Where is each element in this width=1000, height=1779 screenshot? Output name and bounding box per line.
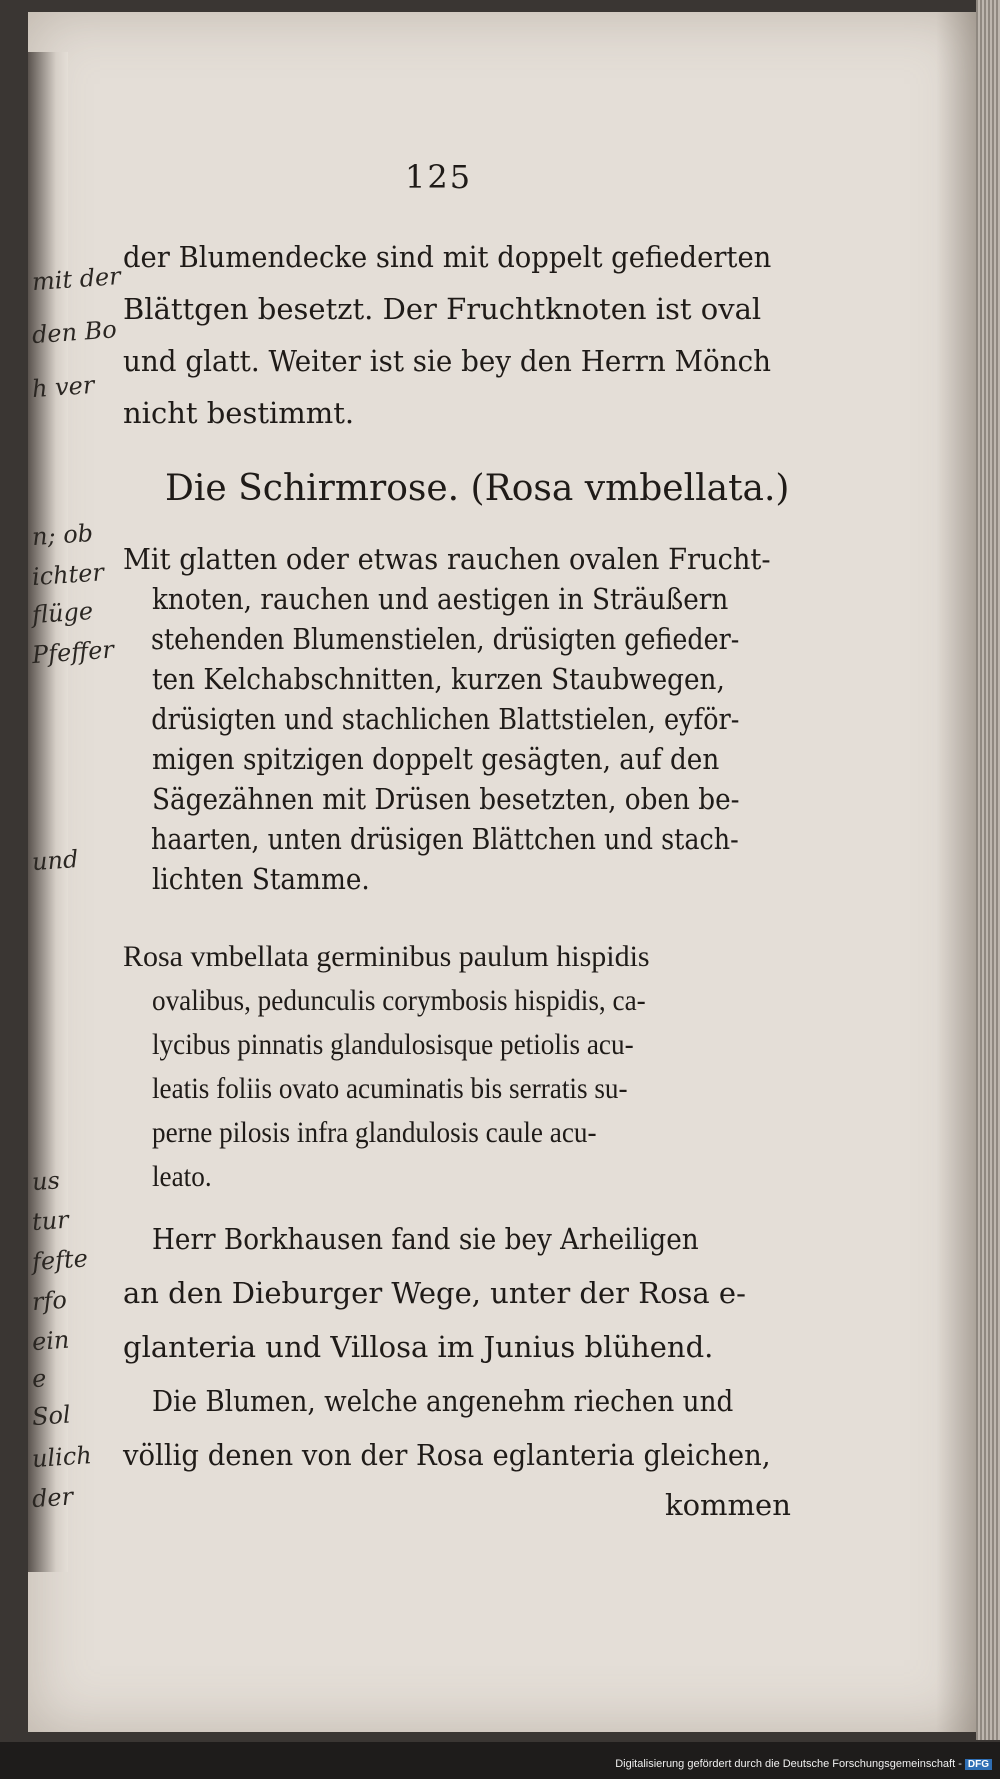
text-line: Blättgen besetzt. Der Fruchtknoten ist oval	[123, 292, 762, 326]
margin-fragment: us	[31, 1166, 61, 1197]
text-line: der Blumendecke sind mit doppelt gefiederten	[123, 240, 772, 274]
latin-line: leatis foliis ovato acuminatis bis serratis su-	[151, 1072, 628, 1105]
text-line: und glatt. Weiter ist sie bey den Herrn Mönch	[123, 344, 772, 378]
margin-fragment: fefte	[31, 1244, 89, 1277]
description-line: ten Kelchabschnitten, kurzen Staubwegen,	[151, 662, 725, 696]
previous-page-edge	[28, 52, 122, 1572]
margin-fragment: ein	[31, 1325, 71, 1357]
margin-fragment: mit der	[31, 262, 122, 297]
latin-line: lycibus pinnatis glandulosisque petiolis acu-	[151, 1028, 634, 1061]
description-line: Mit glatten oder etwas rauchen ovalen Frucht-	[123, 542, 771, 576]
margin-fragment: ulich	[31, 1441, 93, 1474]
paragraph-line: Herr Borkhausen fand sie bey Arheiligen	[151, 1222, 699, 1256]
description-line: drüsigten und stachlichen Blattstielen, eyför-	[151, 702, 740, 736]
latin-line: perne pilosis infra glandulosis caule acu-	[151, 1116, 597, 1149]
digitization-credit	[615, 1758, 992, 1770]
margin-fragment: der	[31, 1482, 74, 1514]
margin-fragment: rfo	[31, 1285, 68, 1317]
description-line: Sägezähnen mit Drüsen besetzten, oben be-	[151, 782, 740, 816]
description-line: stehenden Blumenstielen, drüsigten gefieder-	[150, 622, 740, 656]
text-line: nicht bestimmt.	[123, 396, 355, 430]
credit-text: Digitalisierung gefördert durch die Deutsche Forschungsgemeinschaft -	[615, 1758, 962, 1770]
page-number: 125	[405, 158, 473, 196]
paragraph-line: Die Blumen, welche angenehm riechen und	[151, 1384, 734, 1418]
description-line: knoten, rauchen und aestigen in Sträußern	[151, 582, 729, 616]
latin-line: ovalibus, pedunculis corymbosis hispidis, ca-	[151, 984, 646, 1017]
dfg-logo: DFG	[965, 1759, 992, 1770]
catchword: kommen	[665, 1488, 791, 1522]
book-page-edges	[976, 0, 1000, 1740]
latin-line: Rosa vmbellata germinibus paulum hispidis	[123, 940, 650, 973]
margin-fragment: den Bo	[31, 315, 118, 350]
paragraph-line: an den Dieburger Wege, unter der Rosa e-	[123, 1276, 746, 1310]
margin-fragment: tur	[31, 1205, 70, 1237]
margin-fragment: Sol	[31, 1400, 72, 1432]
paragraph-line: völlig denen von der Rosa eglanteria gleichen,	[123, 1438, 771, 1472]
latin-line: leato.	[151, 1160, 212, 1193]
description-line: migen spitzigen doppelt gesägten, auf den	[151, 742, 720, 776]
section-heading: Die Schirmrose. (Rosa vmbellata.)	[165, 468, 790, 509]
margin-fragment: n; ob	[31, 518, 94, 552]
margin-fragment: e	[31, 1364, 48, 1394]
description-line: lichten Stamme.	[151, 862, 370, 896]
gutter-shadow	[936, 12, 976, 1732]
description-line: haarten, unten drüsigen Blättchen und stach-	[151, 822, 739, 856]
margin-fragment: flüge	[31, 596, 94, 630]
margin-fragment: und	[31, 844, 80, 877]
margin-fragment: h ver	[31, 370, 96, 404]
margin-fragment: ichter	[31, 558, 105, 592]
margin-fragment: Pfeffer	[31, 635, 115, 670]
paragraph-line: glanteria und Villosa im Junius blühend.	[123, 1330, 714, 1364]
